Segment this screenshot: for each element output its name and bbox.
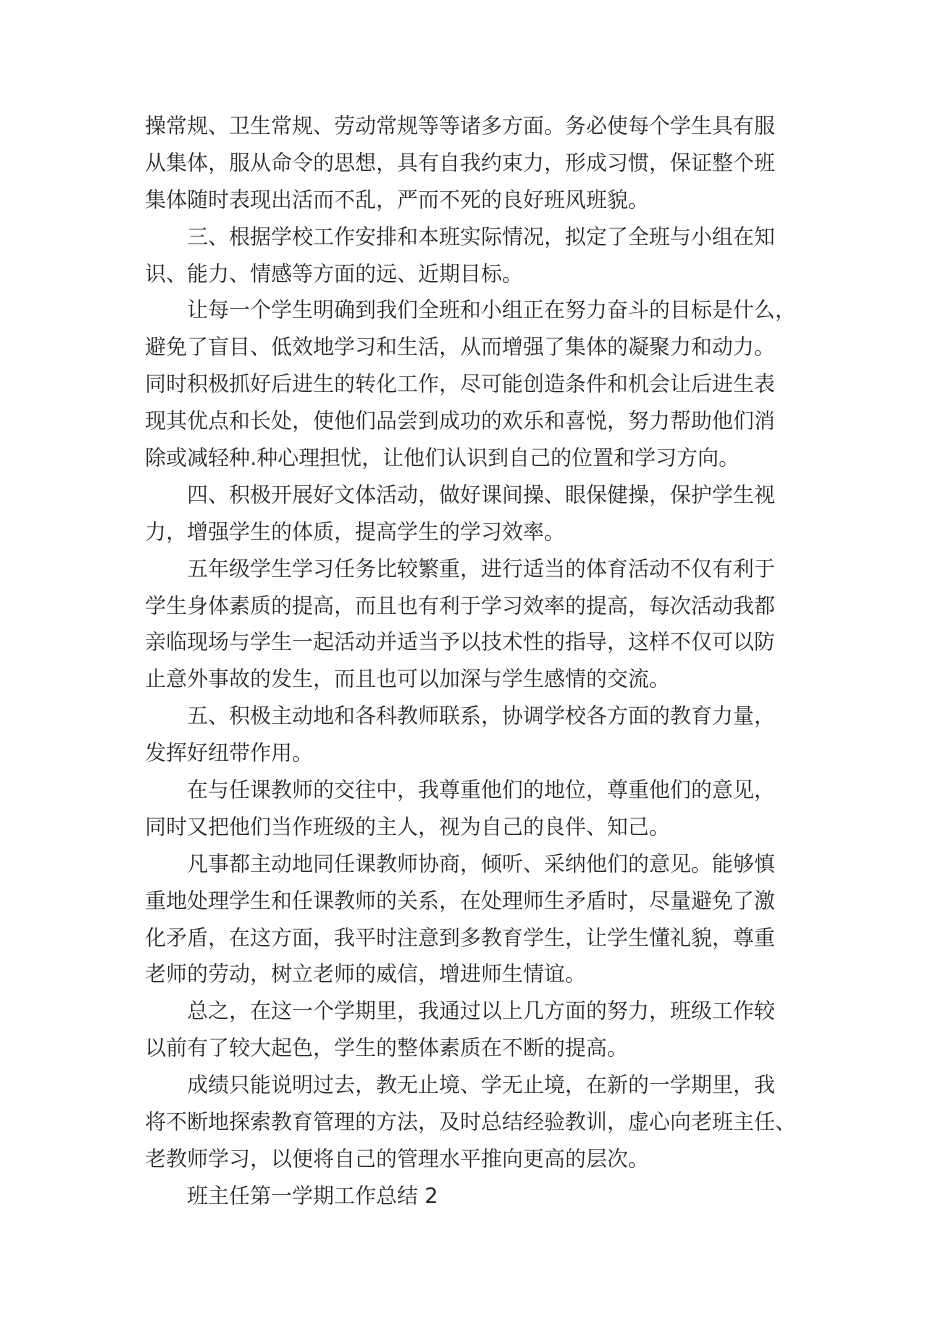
text-line: 发挥好纽带作用。 [145, 741, 313, 766]
text-line: 在与任课教师的交往中，我尊重他们的地位，尊重他们的意见， [187, 778, 775, 803]
text-line: 除或减轻种.种心理担忧，让他们认识到自己的位置和学习方向。 [145, 446, 740, 471]
text-line: 三、根据学校工作安排和本班实际情况，拟定了全班与小组在知 [187, 224, 775, 249]
text-line: 凡事都主动地同任课教师协商，倾听、采纳他们的意见。能够慎 [187, 851, 775, 876]
text-line: 避免了盲目、低效地学习和生活，从而增强了集体的凝聚力和动力。 [145, 335, 775, 360]
text-line: 操常规、卫生常规、劳动常规等等诸多方面。务必使每个学生具有服 [145, 114, 775, 138]
text-line: 化矛盾，在这方面，我平时注意到多教育学生，让学生懂礼貌，尊重 [145, 925, 775, 950]
text-line: 总之，在这一个学期里，我通过以上几方面的努力，班级工作较 [187, 999, 775, 1024]
text-line: 力，增强学生的体质，提高学生的学习效率。 [145, 519, 565, 544]
text-line: 五年级学生学习任务比较繁重，进行适当的体育活动不仅有利于 [187, 556, 775, 581]
text-line: 学生身体素质的提高，而且也有利于学习效率的提高，每次活动我都 [145, 593, 775, 618]
text-line: 老教师学习，以便将自己的管理水平推向更高的层次。 [145, 1146, 649, 1171]
text-line: 四、积极开展好文体活动，做好课间操、眼保健操，保护学生视 [187, 482, 775, 507]
text-line: 现其优点和长处，使他们品尝到成功的欢乐和喜悦，努力帮助他们消 [145, 409, 775, 434]
text-line: 集体随时表现出活而不乱，严而不死的良好班风班貌。 [145, 187, 649, 212]
text-line: 同时又把他们当作班级的主人，视为自己的良伴、知己。 [145, 814, 670, 839]
text-line: 识、能力、情感等方面的远、近期目标。 [145, 261, 523, 286]
text-line: 让每一个学生明确到我们全班和小组正在努力奋斗的目标是什么， [187, 298, 796, 323]
text-line: 亲临现场与学生一起活动并适当予以技术性的指导，这样不仅可以防 [145, 630, 775, 655]
text-line: 止意外事故的发生，而且也可以加深与学生感情的交流。 [145, 667, 670, 692]
text-line: 从集体，服从命令的思想，具有自我约束力，形成习惯，保证整个班 [145, 150, 775, 175]
text-line: 重地处理学生和任课教师的关系，在处理师生矛盾时，尽量避免了激 [145, 888, 775, 913]
text-line: 以前有了较大起色，学生的整体素质在不断的提高。 [145, 1036, 628, 1061]
text-line: 五、积极主动地和各科教师联系，协调学校各方面的教育力量， [187, 704, 775, 729]
section-heading: 班主任第一学期工作总结 2 [187, 1183, 439, 1208]
text-line: 成绩只能说明过去，教无止境、学无止境，在新的一学期里，我 [187, 1073, 775, 1098]
text-line: 老师的劳动，树立老师的威信，增进师生情谊。 [145, 962, 586, 987]
text-line: 将不断地探索教育管理的方法，及时总结经验教训，虚心向老班主任、 [145, 1110, 796, 1135]
text-line: 同时积极抓好后进生的转化工作，尽可能创造条件和机会让后进生表 [145, 372, 775, 397]
document-body [145, 108, 835, 1215]
